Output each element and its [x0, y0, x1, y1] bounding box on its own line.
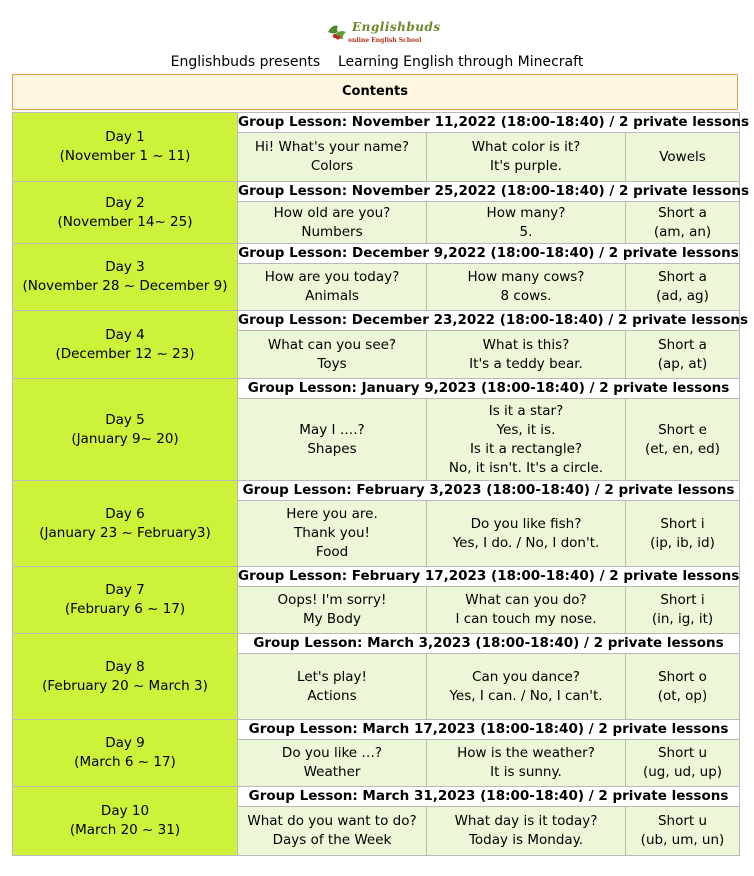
phrase-line: Is it a rectangle?: [469, 440, 583, 457]
phonics-cell: [626, 399, 740, 481]
phonics-line: Vowels: [659, 148, 706, 165]
day-label: Day 7: [105, 582, 145, 598]
topic-line: How are you today?: [264, 269, 400, 285]
group-lesson-cell: Group Lesson: November 11,2022 (18:00-18:40) / 2 private lessons: [238, 113, 740, 133]
topic-line: What can you see?: [267, 336, 397, 353]
day-cell: [13, 567, 238, 634]
topic-line: May I ….?: [299, 421, 365, 438]
topic-cell: [238, 501, 427, 567]
day-label: Day 9: [105, 735, 145, 751]
phonics-cell: [626, 654, 740, 720]
day-cell: [13, 634, 238, 720]
day-cell: [13, 244, 238, 311]
phonics-line: (ip, ib, id): [650, 534, 715, 551]
phonics-cell: [626, 331, 740, 379]
phrase-line: I can touch my nose.: [455, 611, 597, 627]
day-dates: (January 9~ 20): [71, 430, 179, 447]
page-header: [0, 54, 754, 70]
phrase-line: Yes, I do. / No, I don't.: [452, 534, 600, 551]
topic-cell: [238, 331, 427, 379]
day-label: Day 4: [105, 326, 145, 343]
phonics-line: (ap, at): [657, 355, 708, 372]
phonics-cell: [626, 133, 740, 182]
phrase-line: Do you like fish?: [470, 515, 582, 532]
day-label: Day 3: [105, 259, 145, 275]
group-lesson-row: [13, 379, 740, 399]
topic-cell: [238, 654, 427, 720]
topic-line: Let's play!: [297, 668, 367, 685]
phonics-cell: [626, 807, 740, 856]
day-cell: [13, 379, 238, 481]
topic-cell: [238, 587, 427, 634]
logo-name: Englishbuds: [352, 20, 441, 34]
phrase-cell: [427, 807, 626, 856]
day-dates: (November 14~ 25): [57, 213, 193, 230]
topic-line: Hi! What's your name?: [254, 139, 410, 155]
phrase-line: What color is it?: [471, 139, 581, 155]
phonics-line: Short a: [658, 336, 707, 353]
topic-cell: [238, 807, 427, 856]
phrase-line: How many?: [486, 204, 566, 221]
phrase-line: What is this?: [482, 336, 570, 353]
group-lesson-row: [13, 567, 740, 587]
phrase-cell: [427, 331, 626, 379]
phonics-line: (ad, ag): [656, 288, 709, 304]
phonics-cell: [626, 587, 740, 634]
topic-line: Shapes: [307, 440, 357, 457]
day-label: Day 10: [100, 803, 150, 819]
phonics-line: Short i: [660, 592, 705, 608]
topic-line: Food: [315, 544, 349, 560]
phrase-line: What can you do?: [465, 592, 587, 608]
lesson-table-body: [13, 113, 750, 856]
day-dates: (February 20 ~ March 3): [42, 677, 208, 694]
day-cell: [13, 787, 238, 856]
group-lesson-row: [13, 634, 740, 654]
phrase-cell: [427, 399, 626, 481]
topic-line: Do you like …?: [281, 745, 383, 761]
phonics-line: Short a: [658, 204, 707, 221]
day-cell: [13, 311, 238, 379]
topic-line: How old are you?: [273, 204, 391, 221]
phonics-line: (in, ig, it): [651, 611, 714, 627]
phrase-line: Yes, I can. / No, I can't.: [449, 687, 603, 704]
topic-cell: [238, 202, 427, 244]
group-lesson-cell: Group Lesson: March 31,2023 (18:00-18:40) / 2 private lessons: [238, 787, 740, 807]
header-left: Englishbuds presents: [170, 54, 321, 70]
phrase-line: It's a teddy bear.: [469, 355, 583, 372]
day-dates: (November 1 ~ 11): [59, 148, 191, 164]
group-lesson-cell: Group Lesson: December 9,2022 (18:00-18:40) / 2 private lessons: [238, 244, 740, 264]
topic-cell: [238, 133, 427, 182]
topic-line: Oops! I'm sorry!: [277, 592, 387, 608]
topic-cell: [238, 740, 427, 787]
phonics-cell: [626, 501, 740, 567]
phrase-line: No, it isn't. It's a circle.: [448, 459, 604, 476]
phrase-line: How is the weather?: [457, 745, 595, 761]
topic-line: Colors: [310, 158, 354, 174]
group-lesson-cell: Group Lesson: December 23,2022 (18:00-18:40) / 2 private lessons: [238, 311, 740, 331]
phonics-line: Short e: [658, 421, 707, 438]
group-lesson-row: [13, 244, 740, 264]
phonics-line: Short i: [660, 515, 705, 532]
day-label: Day 5: [105, 411, 145, 428]
phrase-line: 5.: [519, 223, 533, 240]
day-cell: [13, 113, 238, 182]
englishbuds-logo: [326, 20, 441, 52]
phrase-line: Can you dance?: [472, 668, 580, 685]
topic-cell: [238, 399, 427, 481]
phrase-line: It is sunny.: [490, 764, 562, 780]
topic-cell: [238, 264, 427, 311]
phonics-line: Short a: [658, 269, 707, 285]
day-dates: (February 6 ~ 17): [64, 601, 186, 617]
phonics-line: Short u: [657, 813, 708, 829]
group-lesson-cell: Group Lesson: January 9,2023 (18:00-18:40) / 2 private lessons: [238, 379, 740, 399]
lesson-table: [12, 112, 750, 856]
group-lesson-row: [13, 481, 740, 501]
phrase-cell: [427, 587, 626, 634]
topic-line: My Body: [302, 611, 361, 627]
phrase-cell: [427, 133, 626, 182]
group-lesson-row: [13, 787, 740, 807]
phonics-cell: [626, 740, 740, 787]
phonics-line: (am, an): [653, 223, 712, 240]
topic-line: Animals: [305, 288, 359, 304]
group-lesson-cell: Group Lesson: March 17,2023 (18:00-18:40) / 2 private lessons: [238, 720, 740, 740]
day-label: Day 8: [105, 658, 145, 675]
phrase-cell: [427, 264, 626, 311]
group-lesson-row: [13, 311, 740, 331]
topic-line: Actions: [307, 687, 357, 704]
phrase-line: It's purple.: [490, 158, 562, 174]
phonics-cell: [626, 202, 740, 244]
group-lesson-cell: Group Lesson: February 3,2023 (18:00-18:40) / 2 private lessons: [238, 481, 740, 501]
day-label: Day 6: [105, 505, 145, 522]
logo-tagline: online English School: [348, 37, 422, 44]
phonics-line: (ot, op): [657, 687, 708, 704]
phonics-line: (ug, ud, up): [642, 764, 723, 780]
phonics-line: (ub, um, un): [640, 832, 725, 848]
topic-line: What do you want to do?: [247, 813, 417, 829]
phrase-line: Today is Monday.: [468, 832, 584, 848]
phrase-line: How many cows?: [467, 269, 585, 285]
group-lesson-cell: Group Lesson: November 25,2022 (18:00-18:40) / 2 private lessons: [238, 182, 740, 202]
phrase-cell: [427, 501, 626, 567]
day-dates: (March 6 ~ 17): [74, 754, 176, 770]
topic-line: Thank you!: [294, 525, 370, 541]
day-cell: [13, 720, 238, 787]
phonics-line: Short u: [657, 745, 708, 761]
topic-line: Numbers: [301, 223, 363, 240]
phrase-line: Is it a star?: [488, 402, 564, 419]
holly-leaf-icon: [326, 23, 348, 41]
topic-line: Toys: [317, 355, 347, 372]
group-lesson-row: [13, 720, 740, 740]
phrase-line: Yes, it is.: [496, 421, 556, 438]
phrase-line: What day is it today?: [454, 813, 598, 829]
phonics-line: (et, en, ed): [644, 440, 721, 457]
day-cell: [13, 182, 238, 244]
day-dates: (March 20 ~ 31): [69, 822, 181, 838]
header-right: Learning English through Minecraft: [337, 54, 584, 70]
day-dates: (January 23 ~ February3): [39, 524, 211, 541]
day-label: Day 1: [105, 129, 145, 145]
phrase-cell: [427, 740, 626, 787]
phrase-cell: [427, 654, 626, 720]
group-lesson-row: [13, 182, 740, 202]
topic-line: Weather: [303, 764, 361, 780]
day-dates: (November 28 ~ December 9): [22, 278, 228, 294]
group-lesson-cell: Group Lesson: February 17,2023 (18:00-18:40) / 2 private lessons: [238, 567, 740, 587]
topic-line: Here you are.: [286, 506, 378, 522]
phonics-line: Short o: [658, 668, 707, 685]
day-dates: (December 12 ~ 23): [55, 345, 195, 362]
contents-title: Contents: [12, 74, 738, 110]
day-label: Day 2: [105, 194, 145, 211]
day-cell: [13, 481, 238, 567]
phrase-line: 8 cows.: [500, 288, 552, 304]
phrase-cell: [427, 202, 626, 244]
phonics-cell: [626, 264, 740, 311]
topic-line: Days of the Week: [272, 832, 392, 848]
group-lesson-row: [13, 113, 740, 133]
group-lesson-cell: Group Lesson: March 3,2023 (18:00-18:40) / 2 private lessons: [238, 634, 740, 654]
